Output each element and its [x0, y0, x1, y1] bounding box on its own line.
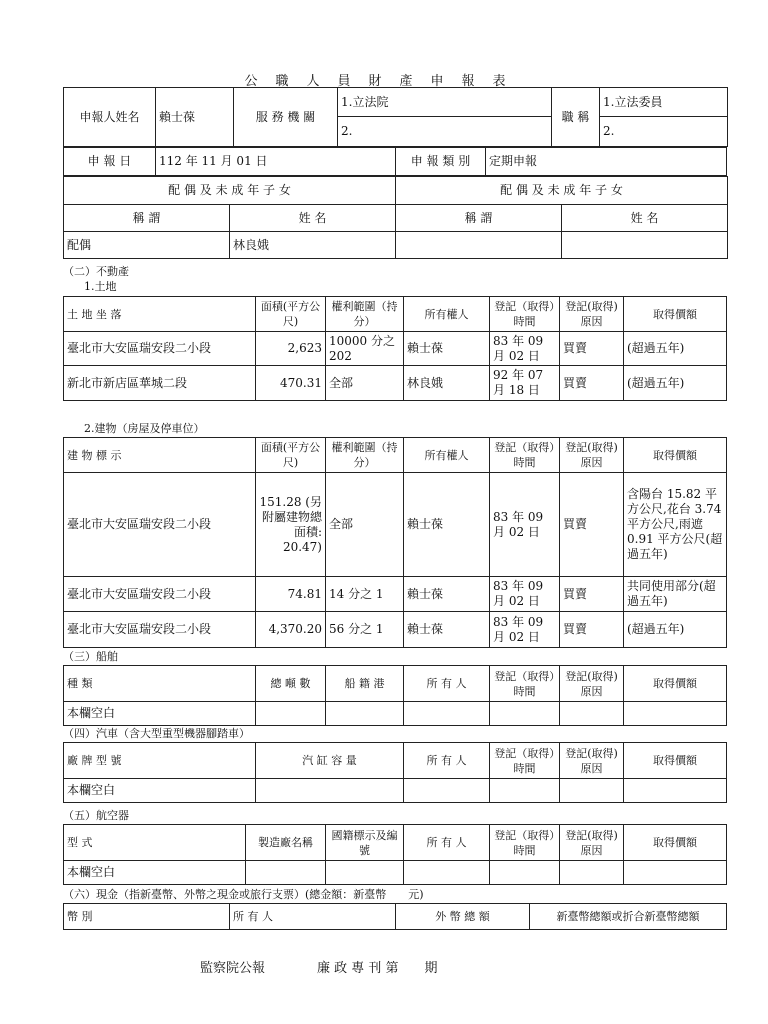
aircraft-header-date: 登記（取得）時間: [490, 825, 560, 861]
car-empty: 本欄空白: [64, 779, 256, 803]
land-row-price: (超過五年): [624, 366, 727, 401]
land-row-area: 2,623: [256, 332, 326, 366]
name-label: 姓 名: [230, 205, 396, 232]
building-row-location: 臺北市大安區瑞安段二小段: [64, 473, 256, 577]
date-table: [63, 147, 727, 176]
land-row-price: (超過五年): [624, 332, 727, 366]
building-row-date: 83 年 09 月 02 日: [490, 577, 560, 612]
section-car-title: （四）汽車（含大型重型機器腳踏車）: [63, 727, 250, 740]
cash-header-twd-total: 新臺幣總額或折合新臺幣總額: [530, 904, 727, 930]
aircraft-header-owner: 所 有 人: [404, 825, 490, 861]
land-row-date: 83 年 09 月 02 日: [490, 332, 560, 366]
building-row-reason: 買賣: [560, 612, 624, 648]
building-header-location: 建 物 標 示: [64, 438, 256, 473]
aircraft-table: [63, 824, 727, 885]
building-row-price: (超過五年): [624, 612, 727, 648]
agency-2: 2.: [338, 117, 552, 147]
spouse-table: [63, 176, 728, 259]
section-cash-title: （六）現金（指新臺幣、外幣之現金或旅行支票）(總金額：新臺幣 元): [63, 888, 424, 901]
declarant-table: [63, 87, 728, 147]
ship-table: [63, 665, 727, 726]
footer: [200, 957, 438, 976]
land-header-owner: 所有權人: [404, 297, 490, 332]
land-header-price: 取得價額: [624, 297, 727, 332]
spouse-relation: 配偶: [64, 232, 230, 259]
building-header-reason: 登記(取得)原因: [560, 438, 624, 473]
land-row-share: 10000 分之 202: [326, 332, 404, 366]
car-header-price: 取得價額: [624, 743, 727, 779]
building-row-price: 含陽台 15.82 平方公尺,花台 3.74 平方公尺,雨遮 0.91 平方公尺(超過五年): [624, 473, 727, 577]
section-ship-title: （三）船舶: [63, 650, 118, 663]
name-label-2: 姓 名: [562, 205, 728, 232]
relation-label-2: 稱 謂: [396, 205, 562, 232]
building-row-reason: 買賣: [560, 473, 624, 577]
spouse-header-right: 配 偶 及 未 成 年 子 女: [396, 177, 728, 205]
ship-header-port: 船 籍 港: [326, 666, 404, 702]
cash-header-owner: 所 有 人: [230, 904, 396, 930]
building-header-date: 登記（取得）時間: [490, 438, 560, 473]
land-row-owner: 林良娥: [404, 366, 490, 401]
car-table: [63, 742, 727, 803]
building-row-owner: 賴士葆: [404, 612, 490, 648]
ship-header-date: 登記（取得）時間: [490, 666, 560, 702]
position-1: 1.立法委員: [600, 88, 728, 117]
building-row-price: 共同使用部分(超過五年): [624, 577, 727, 612]
land-row-reason: 買賣: [560, 332, 624, 366]
cash-header-foreign-total: 外 幣 總 額: [396, 904, 530, 930]
building-row-share: 56 分之 1: [326, 612, 404, 648]
building-row-area: 74.81: [256, 577, 326, 612]
car-header-reason: 登記(取得)原因: [560, 743, 624, 779]
car-header-owner: 所 有 人: [404, 743, 490, 779]
footer-right: 廉 政 專 刊 第 期: [317, 961, 438, 976]
building-row-location: 臺北市大安區瑞安段二小段: [64, 577, 256, 612]
land-row-location: 臺北市大安區瑞安段二小段: [64, 332, 256, 366]
ship-header-type: 種 類: [64, 666, 256, 702]
building-row-share: 14 分之 1: [326, 577, 404, 612]
land-row-date: 92 年 07 月 18 日: [490, 366, 560, 401]
building-row-share: 全部: [326, 473, 404, 577]
aircraft-empty: 本欄空白: [64, 861, 246, 885]
land-header-share: 權利範圍（持分）: [326, 297, 404, 332]
land-header-date: 登記（取得）時間: [490, 297, 560, 332]
declarant-label: 申報人姓名: [64, 88, 156, 147]
agency-label: 服 務 機 關: [234, 88, 338, 147]
building-row-owner: 賴士葆: [404, 577, 490, 612]
date-value: 112 年 11 月 01 日: [156, 148, 396, 176]
building-header-owner: 所有權人: [404, 438, 490, 473]
footer-left: 監察院公報: [200, 961, 266, 976]
car-header-model: 廠 牌 型 號: [64, 743, 256, 779]
aircraft-header-reason: 登記(取得)原因: [560, 825, 624, 861]
land-row-owner: 賴士葆: [404, 332, 490, 366]
land-table: [63, 296, 727, 401]
position-2: 2.: [600, 117, 728, 147]
section-aircraft-title: （五）航空器: [63, 809, 129, 822]
car-header-date: 登記（取得）時間: [490, 743, 560, 779]
building-header-share: 權利範圍（持分）: [326, 438, 404, 473]
position-label: 職 稱: [552, 88, 600, 147]
building-table: [63, 437, 727, 648]
building-header-area: 面積(平方公 尺): [256, 438, 326, 473]
spouse-header-left: 配 偶 及 未 成 年 子 女: [64, 177, 396, 205]
ship-header-reason: 登記(取得)原因: [560, 666, 624, 702]
declarant-name: 賴士葆: [156, 88, 234, 147]
ship-header-owner: 所 有 人: [404, 666, 490, 702]
land-row-area: 470.31: [256, 366, 326, 401]
page-title: 公職人員財產申報表: [244, 74, 524, 89]
land-header-area: 面積(平方公 尺): [256, 297, 326, 332]
building-row-location: 臺北市大安區瑞安段二小段: [64, 612, 256, 648]
agency-1: 1.立法院: [338, 88, 552, 117]
spouse-name: 林良娥: [230, 232, 396, 259]
ship-header-price: 取得價額: [624, 666, 727, 702]
building-row-area: 4,370.20: [256, 612, 326, 648]
building-row-date: 83 年 09 月 02 日: [490, 612, 560, 648]
cash-table: [63, 903, 727, 930]
aircraft-header-model: 型 式: [64, 825, 246, 861]
aircraft-header-price: 取得價額: [624, 825, 727, 861]
building-row-reason: 買賣: [560, 577, 624, 612]
land-header-reason: 登記(取得)原因: [560, 297, 624, 332]
date-label: 申 報 日: [64, 148, 156, 176]
section-real-estate-title: （二）不動產: [63, 265, 129, 278]
land-subtitle: 1.土地: [84, 280, 117, 293]
building-subtitle: 2.建物（房屋及停車位）: [84, 422, 205, 435]
land-row-location: 新北市新店區華城二段: [64, 366, 256, 401]
building-row-owner: 賴士葆: [404, 473, 490, 577]
type-label: 申 報 類 別: [396, 148, 486, 176]
building-row-area: 151.28 (另附屬建物總面積: 20.47): [256, 473, 326, 577]
land-row-reason: 買賣: [560, 366, 624, 401]
relation-label: 稱 謂: [64, 205, 230, 232]
building-row-date: 83 年 09 月 02 日: [490, 473, 560, 577]
building-header-price: 取得價額: [624, 438, 727, 473]
type-value: 定期申報: [486, 148, 727, 176]
cash-header-currency: 幣 別: [64, 904, 230, 930]
land-header-location: 土 地 坐 落: [64, 297, 256, 332]
ship-header-tonnage: 總 噸 數: [256, 666, 326, 702]
land-row-share: 全部: [326, 366, 404, 401]
ship-empty: 本欄空白: [64, 702, 256, 726]
car-header-cc: 汽 缸 容 量: [256, 743, 404, 779]
aircraft-header-registration: 國籍標示及編號: [326, 825, 404, 861]
aircraft-header-maker: 製造廠名稱: [246, 825, 326, 861]
